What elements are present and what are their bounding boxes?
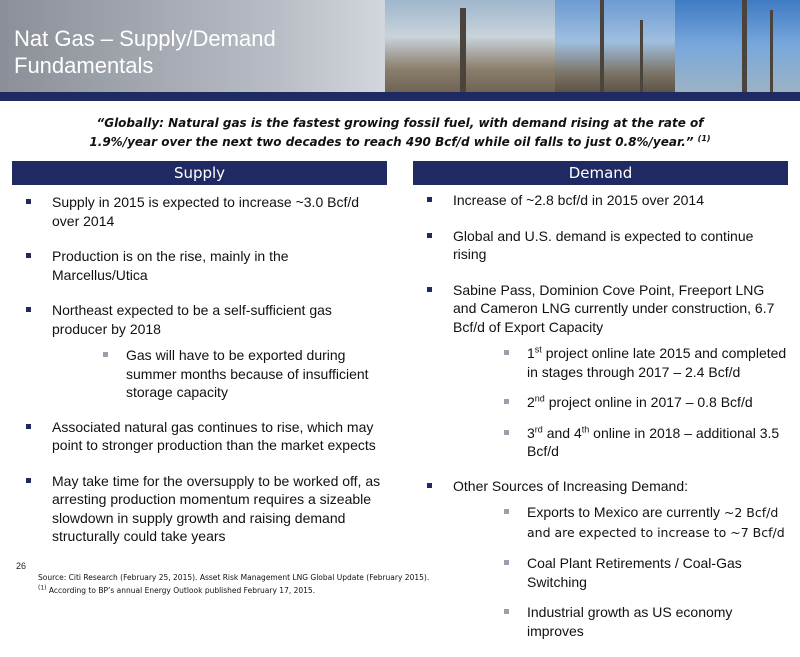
lng-project-3: 3rd and 4th online in 2018 – additional 3.5 Bcf/d [453,424,790,461]
supply-item: May take time for the oversupply to be worked off, as arresting production momentum requires a sizeable slowdown in supply growth and raising demand structurally could take years [14,472,386,546]
demand-item: Increase of ~2.8 bcf/d in 2015 over 2014 [415,191,790,210]
derrick-shape [770,10,773,92]
header-banner [0,0,800,92]
supply-heading: Supply [12,161,387,185]
quote-block [60,114,740,152]
drilling-rig-photo [675,0,800,92]
footnote: $^{(1)}$ According to BP’s annual Energy Outlook published February 17, 2015. [38,584,316,595]
page-title-line1: Nat Gas – Supply/Demand [14,26,276,51]
demand-heading: Demand [413,161,788,185]
page-number: 26 [16,561,27,571]
page-title-line2: Fundamentals [14,53,154,78]
industrial-growth: Industrial growth as US economy improves [453,603,790,640]
page-title [14,25,276,79]
lng-project-1: 1st project online late 2015 and completed in stages through 2017 – 2.4 Bcf/d [453,344,790,381]
supply-item: Northeast expected to be a self-sufficient gas producer by 2018 Gas will have to be exported during summer months because of insufficient storage capacity [14,301,386,402]
refinery-photo [555,0,675,92]
demand-item: Sabine Pass, Dominion Cove Point, Freeport LNG and Cameron LNG currently under construction, 6.7 Bcf/d of Export Capacity 1st project online late 2015 and completed in stages through 2017 – 2.4 Bcf/d 2nd project online in 2017 – 0.8 Bcf/d 3rd and 4th online in 2018 – additional 3.5 Bcf/d [415,281,790,461]
mexico-exports: Exports to Mexico are currently ~2 Bcf/d and are expected to increase to ~7 Bcf/d [453,503,790,542]
demand-list [415,191,790,657]
demand-item: Global and U.S. demand is expected to continue rising [415,227,790,264]
tower-shape [600,0,604,92]
quote-ref: (1) [697,134,711,143]
source-note: Source: Citi Research (February 25, 2015). Asset Risk Management LNG Global Update (February 2015). [38,573,430,582]
pipe-shape [460,8,466,92]
demand-item: Other Sources of Increasing Demand: Exports to Mexico are currently ~2 Bcf/d and are expected to increase to ~7 Bcf/d Coal Plant Retirements / Coal-Gas Switching Industrial growth as US economy improves [415,477,790,641]
lng-project-2: 2nd project online in 2017 – 0.8 Bcf/d [453,393,790,412]
header-divider [0,92,800,101]
supply-item: Associated natural gas continues to rise, which may point to stronger production than the market expects [14,418,386,455]
tower-shape [640,20,643,92]
oil-worker-photo [385,0,555,92]
supply-item: Production is on the rise, mainly in the Marcellus/Utica [14,247,386,284]
supply-list [14,193,386,563]
supply-item: Supply in 2015 is expected to increase ~3.0 Bcf/d over 2014 [14,193,386,230]
derrick-shape [742,0,747,92]
quote-line2: 1.9%/year over the next two decades to reach 490 Bcf/d while oil falls to just 0.8%/year.” $^{(1)}$ [89,134,711,149]
coal-retirements: Coal Plant Retirements / Coal-Gas Switching [453,554,790,591]
quote-line1: “Globally: Natural gas is the fastest growing fossil fuel, with demand rising at the rate of [96,116,704,130]
supply-sub-item: Gas will have to be exported during summer months because of insufficient storage capacity [52,346,386,402]
